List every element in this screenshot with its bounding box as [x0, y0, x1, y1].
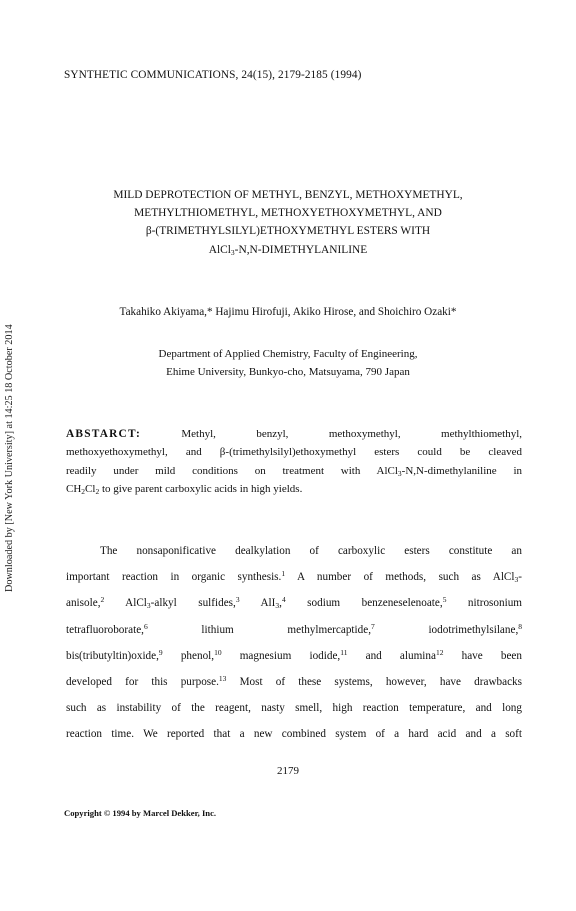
body-text	[66, 538, 522, 748]
page-number: 2179	[277, 765, 299, 777]
title-line-3: β-(TRIMETHYLSILYL)ETHOXYMETHYL ESTERS WITH	[145, 225, 431, 238]
abstract-line-4: $CH_2Cl_2$ to give parent carboxylic acids in high yields.	[66, 482, 303, 496]
title-line-1: MILD DEPROTECTION OF METHYL, BENZYL, METHOXYMETHYL,	[113, 189, 463, 201]
abstract	[66, 425, 522, 498]
abstract-line-3: readily under mild conditions on treatment with AlCl$_3$-N,N-dimethylaniline in	[66, 464, 522, 478]
body-line-6: developed for this purpose.$^{13}$ Most of these systems, however, have drawbacks	[66, 673, 522, 688]
abstract-line-1: ABSTARCT: Methyl, benzyl, methoxymethyl, methylthiomethyl,	[66, 428, 522, 440]
body-line-3: anisole,$^2$ AlCl$_3$-alkyl sulfides,$^3$ AlI$_3$,$^4$ sodium benzeneselenoate,$^5$ nitrosonium	[66, 595, 522, 611]
body-line-2: important reaction in organic synthesis.$^1$ A number of methods, such as AlCl$_3$-	[66, 569, 522, 585]
copyright-notice: Copyright © 1994 by Marcel Dekker, Inc.	[64, 808, 217, 818]
affiliation-line-1: Department of Applied Chemistry, Faculty of Engineering,	[158, 348, 418, 360]
abstract-label: ABSTARCT:	[66, 428, 141, 440]
article-title	[40, 186, 536, 259]
body-line-7: such as instability of the reagent, nasty smell, high reaction temperature, and long	[66, 702, 522, 715]
title-line-4: AlCl$_3$-N,N-DIMETHYLANILINE	[208, 243, 368, 257]
author-list: Takahiko Akiyama,* Hajimu Hirofuji, Akiko Hirose, and Shoichiro Ozaki*	[119, 306, 457, 318]
body-line-1: The nonsaponificative dealkylation of carboxylic esters constitute an	[100, 545, 522, 557]
title-line-2: METHYLTHIOMETHYL, METHOXYETHOXYMETHYL, AND	[134, 207, 442, 220]
download-watermark: Downloaded by [New York University] at 14:25 18 October 2014	[4, 324, 15, 592]
affiliation	[40, 345, 536, 382]
affiliation-line-2: Ehime University, Bunkyo-cho, Matsuyama, 790 Japan	[166, 366, 410, 379]
journal-header: SYNTHETIC COMMUNICATIONS, 24(15), 2179-2185 (1994)	[64, 69, 362, 81]
abstract-line-2: methoxyethoxymethyl, and β-(trimethylsilyl)ethoxymethyl esters could be cleaved	[66, 446, 522, 459]
body-line-5: bis(tributyltin)oxide,$^9$ phenol,$^{10}$ magnesium iodide,$^{11}$ and alumina$^{12}$ have been	[66, 647, 522, 662]
body-line-8: reaction time. We reported that a new combined system of a hard acid and a soft	[66, 728, 522, 741]
body-line-4: tetrafluoroborate,$^6$ lithium methylmercaptide,$^7$ iodotrimethylsilane,$^8$	[66, 621, 522, 636]
